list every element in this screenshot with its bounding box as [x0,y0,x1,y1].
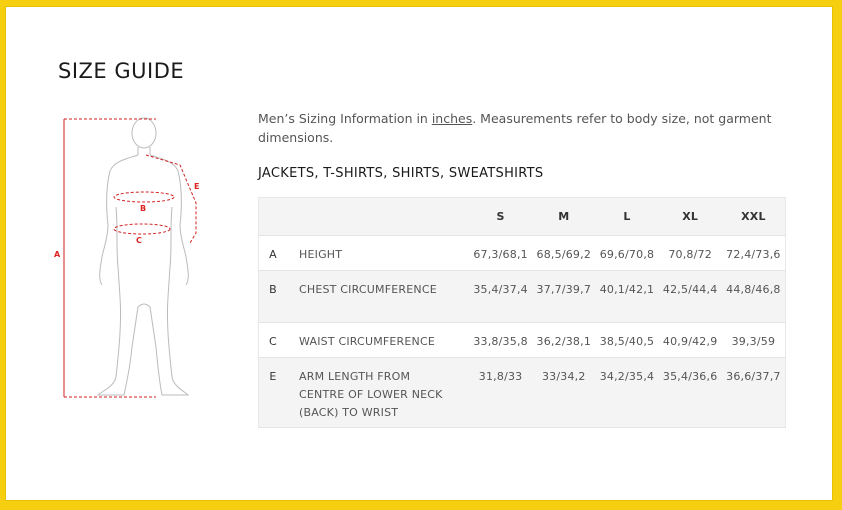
table-header-row [259,198,786,236]
body-measurement-figure [46,107,216,403]
table-cell: 69,6/70,8 [595,236,658,271]
table-cell: 34,2/35,4 [595,358,658,428]
table-cell: 35,4/36,6 [659,358,722,428]
table-row [259,271,786,323]
page-title: SIZE GUIDE [58,59,185,83]
table-cell: 68,5/69,2 [532,236,595,271]
col-header: XXL [722,198,786,236]
row-label: CHEST CIRCUMFERENCE [287,271,469,323]
intro-text: Men’s Sizing Information in inches. Measurements refer to body size, not garment dimensions. [258,111,772,145]
label-e: E [194,182,200,191]
table-cell: 31,8/33 [469,358,532,428]
table-cell: 36,2/38,1 [532,323,595,358]
table-cell: 35,4/37,4 [469,271,532,323]
table-row [259,323,786,358]
section-title: JACKETS, T-SHIRTS, SHIRTS, SWEATSHIRTS [258,166,544,181]
table-cell: 42,5/44,4 [659,271,722,323]
unit-link[interactable]: inches [431,111,473,126]
table-cell: 33/34,2 [532,358,595,428]
table-cell: 72,4/73,6 [722,236,786,271]
col-header: XL [659,198,722,236]
col-header: S [469,198,532,236]
row-key: C [259,323,288,358]
row-key: E [259,358,288,428]
size-table [258,197,786,428]
label-b: B [140,204,147,213]
label-c: C [136,236,142,245]
table-row [259,236,786,271]
col-header: L [595,198,658,236]
table-row [259,358,786,428]
table-cell: 37,7/39,7 [532,271,595,323]
table-cell: 33,8/35,8 [469,323,532,358]
table-cell: 36,6/37,7 [722,358,786,428]
size-guide-panel [5,6,833,501]
table-cell: 40,9/42,9 [659,323,722,358]
row-label: ARM LENGTH FROM CENTRE OF LOWER NECK (BACK) TO WRIST [287,358,469,428]
table-cell: 70,8/72 [659,236,722,271]
row-label: HEIGHT [287,236,469,271]
table-cell: 67,3/68,1 [469,236,532,271]
table-cell: 44,8/46,8 [722,271,786,323]
col-header: M [532,198,595,236]
table-cell: 40,1/42,1 [595,271,658,323]
table-cell: 38,5/40,5 [595,323,658,358]
row-label: WAIST CIRCUMFERENCE [287,323,469,358]
label-a: A [54,250,61,259]
row-key: B [259,271,288,323]
row-key: A [259,236,288,271]
table-cell: 39,3/59 [722,323,786,358]
